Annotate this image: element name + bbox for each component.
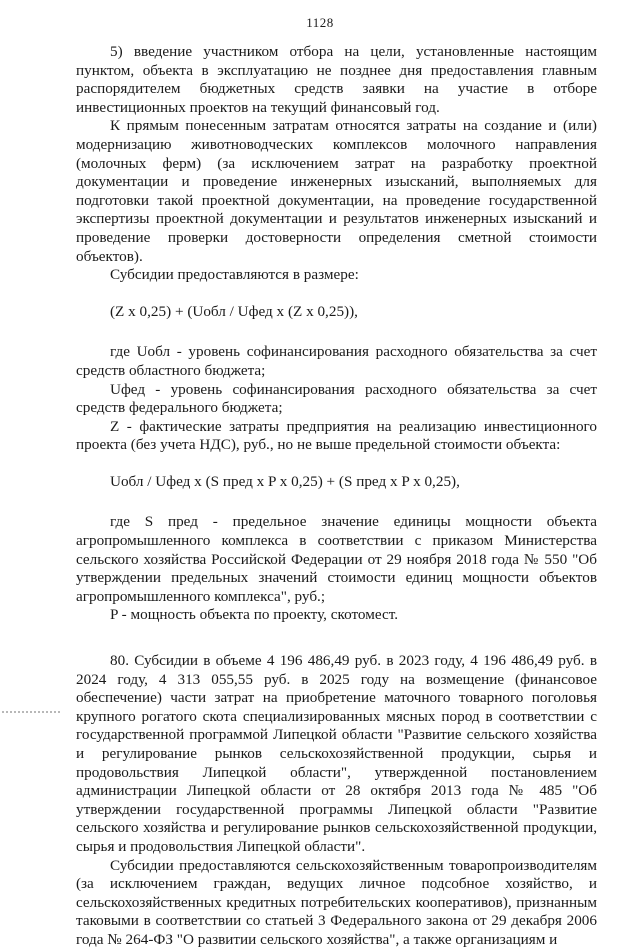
definition-u-obl: где Uобл - уровень софинансирования расходного обязательства за счет средств областного бюджета;	[76, 343, 597, 379]
spacer	[76, 321, 597, 343]
scan-artifact	[2, 711, 60, 715]
spacer	[76, 625, 597, 652]
definition-s-pred: где S пред - предельное значение единицы мощности объекта агропромышленного комплекса в соответствии с приказом Министерства сельского хозяйства Российской Федерации от 29 ноября 2018 года № 550 "Об утверждении предельных значений стоимости единиц мощности объектов агропромышленного комплекса", руб.;	[76, 513, 597, 605]
document-body	[76, 43, 597, 950]
paragraph-item-80: 80. Субсидии в объеме 4 196 486,49 руб. в 2023 году, 4 196 486,49 руб. в 2024 году, 4 313 055,55 руб. в 2025 году на возмещение (финансовое обеспечение) части затрат на приобретение маточного товарного поголовья крупного рогатого скота специализированных мясных пород в соответствии с государственной программой Липецкой области "Развитие сельского хозяйства и регулирование рынков сельскохозяйственной продукции, сырья и продовольствия Липецкой области", утвержденной постановлением администрации Липецкой области от 28 октября 2013 года № 485 "Об утверждении государственной программы Липецкой области "Развитие сельского хозяйства и регулирование рынков сельскохозяйственной продукции, сырья и продовольствия Липецкой области".	[76, 652, 597, 855]
paragraph-subsidy-size: Субсидии предоставляются в размере:	[110, 266, 359, 284]
definition-z: Z - фактические затраты предприятия на реализацию инвестиционного проекта (без учета НДС), руб., но не выше предельной стоимости объекта:	[76, 417, 597, 454]
definition-u-fed: Uфед - уровень софинансирования расходного обязательства за счет средств федерального бюджета;	[76, 380, 597, 417]
definition-p: P - мощность объекта по проекту, скотомест.	[110, 606, 398, 624]
formula-subsidy: (Z x 0,25) + (Uобл / Uфед x (Z x 0,25)),	[110, 302, 358, 320]
spacer	[76, 285, 597, 303]
page-number: 1128	[306, 15, 334, 30]
spacer	[76, 455, 597, 473]
paragraph-item-5: 5) введение участником отбора на цели, установленные настоящим пунктом, объекта в эксплуатацию не позднее дня предоставления главным распорядителем бюджетных средств заявки на участие в отборе инвестиционных проектов на текущий финансовый год.	[76, 43, 597, 116]
paragraph-direct-costs: К прямым понесенным затратам относятся затраты на создание и (или) модернизацию животноводческих комплексов молочного направления (молочных ферм) (за исключением затрат на разработку проектной документации и проведение инженерных изысканий, выполняемых для подготовки такой проектной документации, на проведение государственной экспертизы проектной документации и результатов инженерных изысканий и проведение проверки достоверности определения сметной стоимости объектов).	[76, 117, 597, 265]
paragraph-recipients: Субсидии предоставляются сельскохозяйственным товаропроизводителям (за исключением граждан, ведущих личное подсобное хозяйство, и сельскохозяйственных кредитных потребительских кооперативов), признанным таковыми в соответствии со статьей 3 Федерального закона от 29 декабря 2006 года № 264-ФЗ "О развитии сельского хозяйства", а также организациям и	[76, 856, 597, 948]
spacer	[76, 491, 597, 513]
formula-max-cost: Uобл / Uфед x (S пред x P x 0,25) + (S пред x P x 0,25),	[110, 472, 460, 490]
